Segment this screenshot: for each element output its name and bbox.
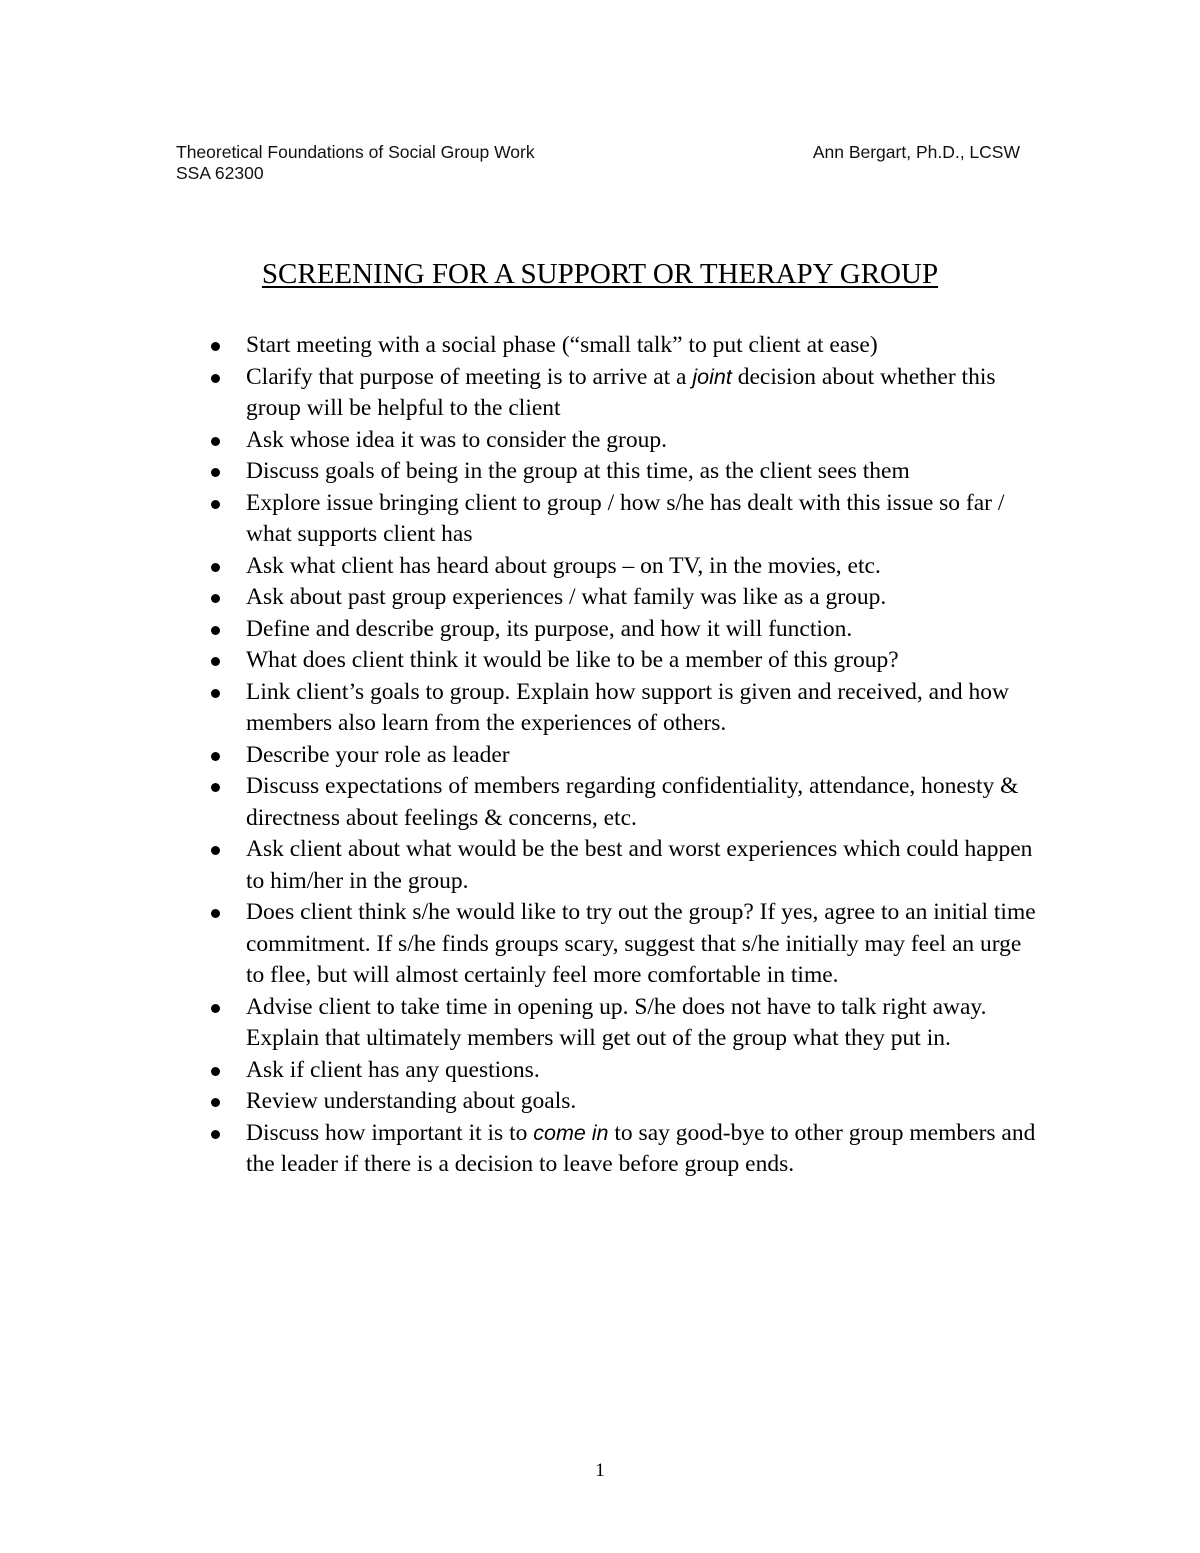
bullet-icon bbox=[211, 1004, 220, 1013]
list-item bbox=[176, 362, 1036, 425]
bullet-icon bbox=[211, 783, 220, 792]
list-item bbox=[176, 677, 1036, 740]
course-code: SSA 62300 bbox=[176, 163, 264, 183]
list-item-text: Ask whose idea it was to consider the group. bbox=[246, 426, 667, 453]
list-item bbox=[176, 330, 1036, 362]
list-item-text-continued: to say good-bye to other group members and the leader if there is a decision to leave before group ends. bbox=[246, 1119, 1036, 1177]
list-item-text: Does client think s/he would like to try out the group? If yes, agree to an initial time commitment. If s/he finds groups scary, suggest that s/he initially may feel an urge to flee, but will almost certainly feel more comfortable in time. bbox=[246, 899, 1036, 988]
page-title: SCREENING FOR A SUPPORT OR THERAPY GROUP bbox=[261, 258, 939, 290]
list-item bbox=[176, 614, 1036, 646]
list-item-text: Review understanding about goals. bbox=[246, 1088, 577, 1114]
emphasis-text: come in bbox=[533, 1120, 609, 1145]
list-item bbox=[176, 425, 1036, 457]
list-item-text: Link client’s goals to group. Explain how support is given and received, and how members also learn from the experiences of others. bbox=[246, 678, 1009, 736]
list-item bbox=[176, 551, 1036, 583]
document-header bbox=[176, 142, 1020, 184]
list-item-text: Ask client about what would be the best and worst experiences which could happen to him/her in the group. bbox=[246, 836, 1033, 894]
list-item-text: Ask if client has any questions. bbox=[246, 1056, 540, 1083]
emphasis-text: joint bbox=[692, 364, 732, 389]
list-item-text: Ask what client has heard about groups – on TV, in the movies, etc. bbox=[246, 552, 881, 579]
list-item-text-continued: decision about whether this group will be helpful to the client bbox=[246, 363, 996, 421]
list-item bbox=[176, 1118, 1036, 1181]
bullet-icon bbox=[211, 689, 220, 698]
bullet-icon bbox=[211, 468, 220, 477]
list-item bbox=[176, 897, 1036, 992]
bullet-icon bbox=[211, 1067, 220, 1076]
list-item-text: Advise client to take time in opening up. S/he does not have to talk right away. Explain that ultimately members will get out of the group what they put in. bbox=[246, 993, 987, 1051]
list-item bbox=[176, 1086, 1036, 1118]
list-item bbox=[176, 834, 1036, 897]
bullet-icon bbox=[211, 1098, 220, 1107]
list-item bbox=[176, 992, 1036, 1055]
course-title: Theoretical Foundations of Social Group Work bbox=[176, 142, 535, 162]
list-item-text: Discuss how important it is to bbox=[246, 1119, 534, 1146]
bullet-icon bbox=[211, 909, 220, 918]
list-item bbox=[176, 488, 1036, 551]
list-item-text: Start meeting with a social phase (“small talk” to put client at ease) bbox=[246, 332, 878, 358]
list-item bbox=[176, 771, 1036, 834]
list-item-text: Discuss goals of being in the group at this time, as the client sees them bbox=[246, 458, 910, 484]
bullet-icon bbox=[211, 752, 220, 761]
bullet-icon bbox=[211, 846, 220, 855]
list-item-text: What does client think it would be like to be a member of this group? bbox=[246, 647, 899, 673]
page-number: 1 bbox=[595, 1460, 605, 1481]
bullet-icon bbox=[211, 1130, 220, 1139]
list-item-text: Define and describe group, its purpose, and how it will function. bbox=[246, 615, 853, 642]
bullet-icon bbox=[211, 657, 220, 666]
bullet-icon bbox=[211, 437, 220, 446]
list-item bbox=[176, 456, 1036, 488]
list-item bbox=[176, 645, 1036, 677]
list-item-text: Discuss expectations of members regarding confidentiality, attendance, honesty & directness about feelings & concerns, etc. bbox=[246, 773, 1019, 831]
header-row bbox=[176, 142, 1020, 163]
list-item-text: Ask about past group experiences / what family was like as a group. bbox=[246, 584, 887, 610]
bullet-icon bbox=[211, 342, 220, 351]
bullet-icon bbox=[211, 626, 220, 635]
list-item-text: Explore issue bringing client to group / how s/he has dealt with this issue so far / what supports client has bbox=[246, 489, 1005, 547]
bullet-icon bbox=[211, 563, 220, 572]
bullet-icon bbox=[211, 374, 220, 383]
bullet-icon bbox=[211, 500, 220, 509]
list-item-text: Clarify that purpose of meeting is to arrive at a bbox=[246, 363, 693, 390]
screening-list bbox=[176, 330, 1036, 1181]
list-item bbox=[176, 740, 1036, 772]
bullet-icon bbox=[211, 594, 220, 603]
list-item bbox=[176, 1055, 1036, 1087]
list-item bbox=[176, 582, 1036, 614]
list-item-text: Describe your role as leader bbox=[246, 741, 510, 768]
instructor-name: Ann Bergart, Ph.D., LCSW bbox=[812, 142, 1020, 162]
